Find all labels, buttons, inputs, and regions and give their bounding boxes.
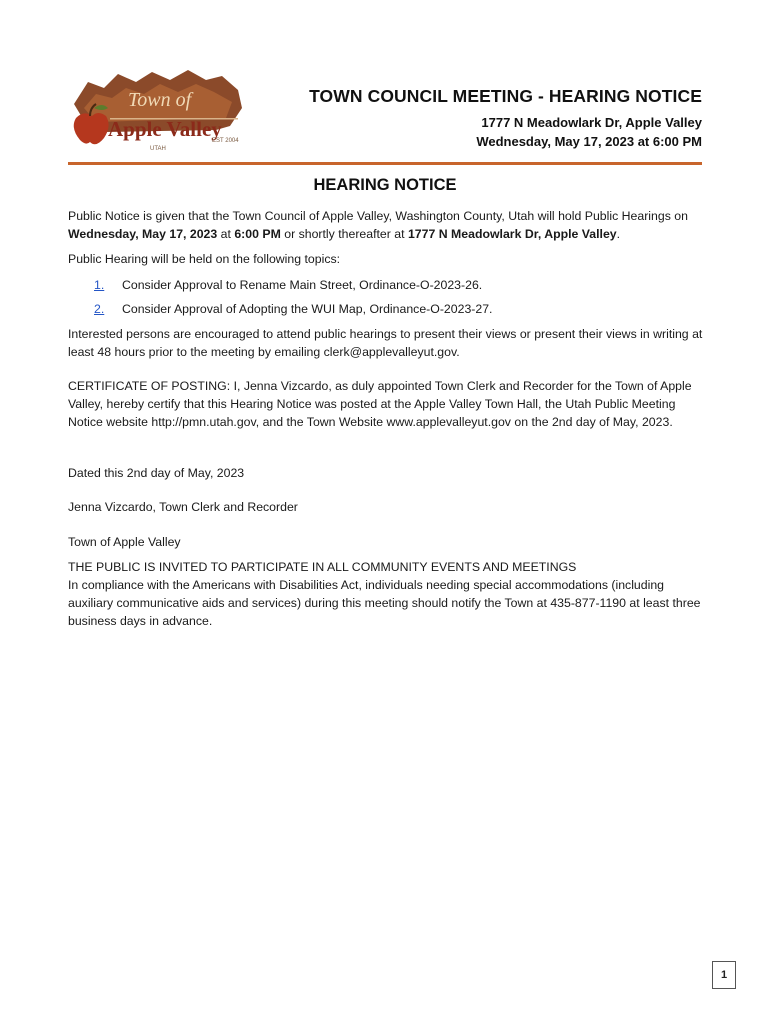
header-divider: [68, 162, 702, 165]
logo-state-text: UTAH: [150, 146, 166, 152]
list-item: [94, 276, 694, 296]
notice-text-3: or shortly thereafter at: [280, 227, 408, 241]
notice-bold-time: 6:00 PM: [234, 227, 281, 241]
page-title: TOWN COUNCIL MEETING - HEARING NOTICE: [309, 86, 702, 106]
logo-est-text: EST 2004: [212, 138, 239, 144]
interested-persons-paragraph: Interested persons are encouraged to attend public hearings to present their views or present their views in writing at least 48 hours prior to the meeting by emailing clerk@applevalleyut.gov.: [68, 327, 703, 359]
list-item-text: Consider Approval to Rename Main Street, Ordinance-O-2023-26.: [122, 278, 483, 292]
logo-main-text: Apple Valley: [108, 117, 222, 141]
signature-line: Jenna Vizcardo, Town Clerk and Recorder: [68, 500, 298, 514]
town-logo: [66, 68, 246, 154]
public-invite-line: THE PUBLIC IS INVITED TO PARTICIPATE IN ALL COMMUNITY EVENTS AND MEETINGS: [68, 560, 577, 574]
notice-bold-date: Wednesday, May 17, 2023: [68, 227, 218, 241]
logo-top-text: Town of: [128, 89, 192, 111]
list-item: [94, 300, 694, 320]
ada-paragraph: In compliance with the Americans with Disabilities Act, individuals needing special accommodations (including auxiliary communicative aids and services) during this meeting should notify the Town at 435-877-1190 at least three business days in advance.: [68, 578, 701, 628]
section-title: HEARING NOTICE: [313, 176, 457, 194]
apple-valley-logo-icon: [66, 68, 246, 154]
meeting-datetime: Wednesday, May 17, 2023 at 6:00 PM: [476, 134, 702, 149]
notice-text-1: Public Notice is given that the Town Council of Apple Valley, Washington County, Utah will hold Public Hearings on: [68, 209, 688, 223]
town-line: Town of Apple Valley: [68, 535, 181, 549]
list-item-number-link[interactable]: 2.: [94, 302, 105, 316]
notice-text-2: at: [217, 227, 235, 241]
meeting-address: 1777 N Meadowlark Dr, Apple Valley: [481, 115, 702, 130]
page-number: 1: [712, 961, 736, 989]
certificate-paragraph: CERTIFICATE OF POSTING: I, Jenna Vizcardo, as duly appointed Town Clerk and Recorder for the Town of Apple Valley, hereby certify that this Hearing Notice was posted at the Apple Valley Town Hall, the Utah Public Meeting Notice website http://pmn.utah.gov, and the Town Website www.applevalleyut.gov on the 2nd day of May, 2023.: [68, 379, 692, 429]
notice-text-4: .: [616, 227, 621, 241]
notice-bold-address: 1777 N Meadowlark Dr, Apple Valley: [407, 227, 617, 241]
list-item-text: Consider Approval of Adopting the WUI Map, Ordinance-O-2023-27.: [122, 302, 493, 316]
topics-list: [94, 276, 694, 324]
header-block: [309, 86, 702, 153]
public-notice-paragraph: [68, 207, 708, 243]
topics-intro: Public Hearing will be held on the following topics:: [68, 252, 341, 266]
dated-line: Dated this 2nd day of May, 2023: [68, 466, 245, 480]
ada-notice: [68, 558, 708, 630]
list-item-number-link[interactable]: 1.: [94, 278, 105, 292]
